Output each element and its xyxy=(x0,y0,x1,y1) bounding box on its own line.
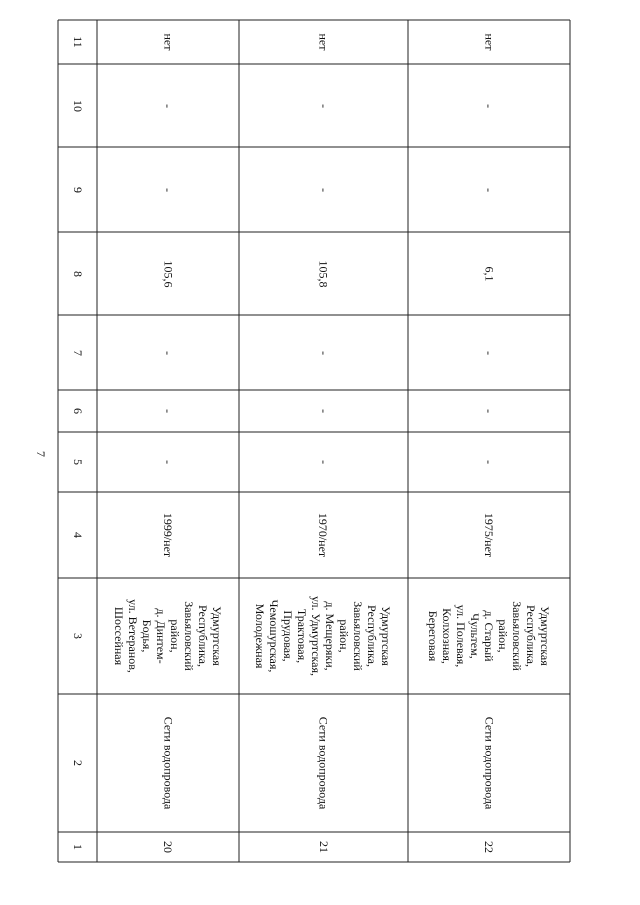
row-21-col-10 xyxy=(239,64,408,147)
column-header-10-text: 10 xyxy=(70,99,85,112)
column-header-1 xyxy=(58,832,97,862)
column-header-2-text: 2 xyxy=(70,760,85,766)
row-22-col-10 xyxy=(408,64,570,147)
row-22-col-1-text: 22 xyxy=(482,841,496,853)
row-21-col-11-text: нет xyxy=(316,33,331,51)
row-20-col-2-text: Сети водопровода xyxy=(160,716,175,810)
row-20-col-1 xyxy=(97,832,239,862)
column-header-8-text: 8 xyxy=(70,270,85,277)
row-20-col-9-text: - xyxy=(161,187,175,192)
row-22-col-2 xyxy=(408,694,570,832)
row-21-col-4 xyxy=(239,492,408,578)
column-header-6 xyxy=(58,390,97,432)
row-20-col-10 xyxy=(97,64,239,147)
column-header-4 xyxy=(58,492,97,578)
row-21-col-8-text: 105,8 xyxy=(316,260,331,287)
column-header-5 xyxy=(58,432,97,492)
row-21-col-9-text: - xyxy=(316,187,331,192)
row-20-col-7-text: - xyxy=(161,350,175,355)
column-header-7 xyxy=(58,315,97,390)
column-header-11 xyxy=(58,20,97,64)
row-21-col-10-text: - xyxy=(316,103,331,108)
column-header-9-text: 9 xyxy=(70,186,85,193)
row-22-col-9-text: - xyxy=(482,187,496,192)
row-20-col-11-text: нет xyxy=(161,33,175,51)
column-header-1-text: 1 xyxy=(70,844,85,850)
row-21-col-1 xyxy=(239,832,408,862)
column-header-3-text: 3 xyxy=(70,633,85,639)
row-20-col-11 xyxy=(97,20,239,64)
row-22-col-8-text: 6,1 xyxy=(482,266,496,281)
row-20-col-4 xyxy=(97,492,239,578)
row-21-col-11 xyxy=(239,20,408,64)
row-20-col-8 xyxy=(97,232,239,315)
column-header-4-text: 4 xyxy=(70,532,85,538)
row-20-col-9 xyxy=(97,147,239,232)
row-20-col-1-text: 20 xyxy=(161,841,175,853)
row-21-col-2 xyxy=(239,694,408,832)
row-22-col-7 xyxy=(408,315,570,390)
row-20-col-5 xyxy=(97,432,239,492)
row-22-col-6 xyxy=(408,390,570,432)
column-header-10 xyxy=(58,64,97,147)
column-header-7-text: 7 xyxy=(70,349,85,356)
row-20-col-7 xyxy=(97,315,239,390)
column-header-2 xyxy=(58,694,97,832)
column-header-3 xyxy=(58,578,97,694)
column-header-8 xyxy=(58,232,97,315)
row-21-col-4-text: 1970/нет xyxy=(316,512,331,558)
row-21-col-8 xyxy=(239,232,408,315)
row-22-col-11 xyxy=(408,20,570,64)
row-20-col-6-text: - xyxy=(161,409,175,413)
row-22-col-2-text: Сети водопровода xyxy=(481,716,496,810)
row-22-col-4-text: 1975/нет xyxy=(481,512,496,558)
row-21-col-6 xyxy=(239,390,408,432)
row-20-col-3-text: Удмуртская Республика, Завьяловский район, д. Динтем- Бодья, ул. Ветеранов, Шоссейная xyxy=(112,599,224,673)
row-22-col-5 xyxy=(408,432,570,492)
row-21-col-5-text: - xyxy=(316,460,331,464)
row-21-col-2-text: Сети водопровода xyxy=(316,716,331,810)
column-header-9 xyxy=(58,147,97,232)
row-22-col-6-text: - xyxy=(482,409,496,413)
page-number: 7 xyxy=(34,451,48,457)
row-20-col-4-text: 1999/нет xyxy=(160,512,175,558)
row-20-col-8-text: 105,6 xyxy=(161,260,175,287)
column-header-11-text: 11 xyxy=(70,36,85,48)
row-20-col-3 xyxy=(97,578,239,694)
row-20-col-10-text: - xyxy=(161,103,175,108)
row-22-col-3 xyxy=(408,578,570,694)
row-21-col-9 xyxy=(239,147,408,232)
row-22-col-8 xyxy=(408,232,570,315)
row-22-col-3-text: Удмуртская Республика, Завьяловский район, д. Старый Чультем, ул. Полевая, Колхозная, Береговая xyxy=(426,601,552,671)
row-20-col-5-text: - xyxy=(161,460,175,464)
row-22-col-4 xyxy=(408,492,570,578)
column-header-6-text: 6 xyxy=(70,408,85,414)
row-21-col-7 xyxy=(239,315,408,390)
row-22-col-1 xyxy=(408,832,570,862)
row-21-col-7-text: - xyxy=(316,350,331,355)
row-20-col-6 xyxy=(97,390,239,432)
row-22-col-7-text: - xyxy=(482,350,496,355)
row-21-col-3 xyxy=(239,578,408,694)
row-22-col-10-text: - xyxy=(482,103,496,108)
column-header-5-text: 5 xyxy=(70,459,85,465)
row-20-col-2 xyxy=(97,694,239,832)
row-21-col-3-text: Удмуртская Республика, Завьяловский район, д. Мещеряки, ул. Удмуртская, Трактовая, Прудовая, Чемошурская, Молодежная xyxy=(253,595,394,677)
row-21-col-5 xyxy=(239,432,408,492)
row-22-col-11-text: нет xyxy=(482,33,496,51)
row-21-col-1-text: 21 xyxy=(316,841,331,853)
row-22-col-5-text: - xyxy=(482,460,496,464)
row-21-col-6-text: - xyxy=(316,409,331,413)
row-22-col-9 xyxy=(408,147,570,232)
